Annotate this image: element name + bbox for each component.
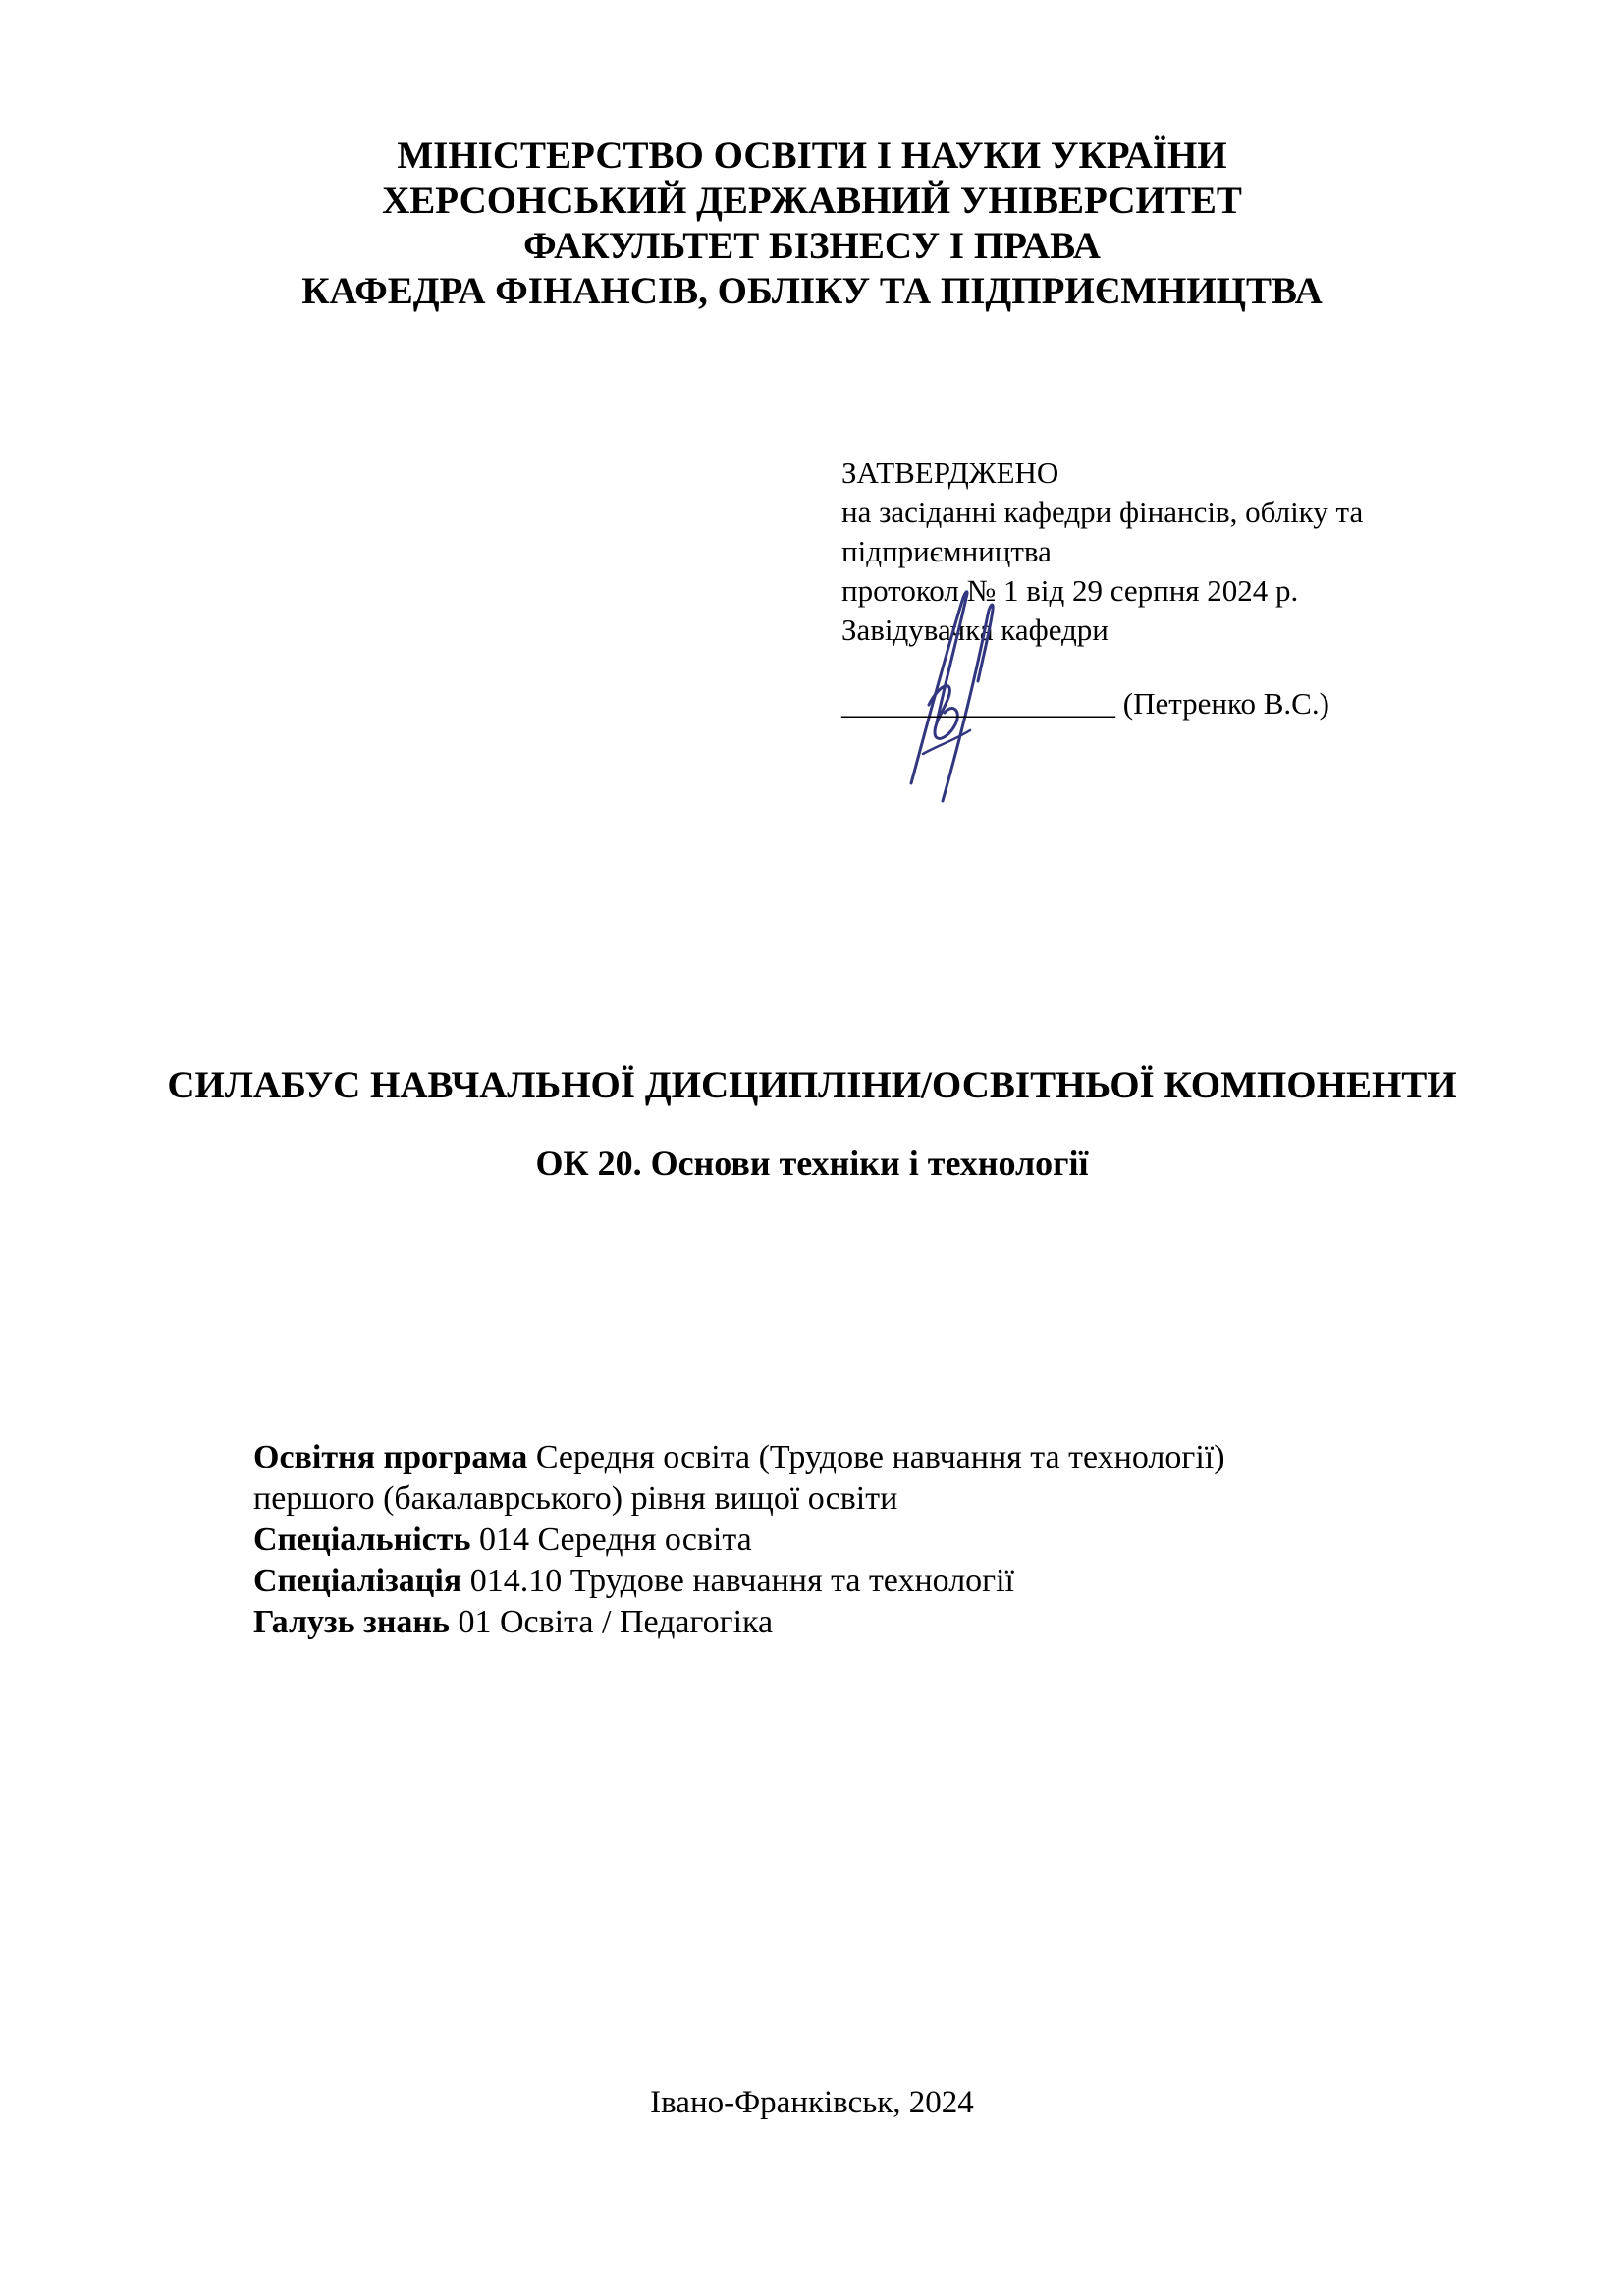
- city-year: Івано-Франківськ, 2024: [650, 2085, 974, 2120]
- program-line-edu-program: [253, 1437, 1225, 1478]
- header-line-department: КАФЕДРА ФІНАНСІВ, ОБЛІКУ ТА ПІДПРИЄМНИЦТВА: [301, 270, 1323, 312]
- program-value: Середня освіта (Трудове навчання та технології): [527, 1439, 1225, 1475]
- program-line-specialization: [253, 1561, 1225, 1602]
- header-line-ministry: МІНІСТЕРСТВО ОСВІТИ І НАУКИ УКРАЇНИ: [397, 134, 1227, 177]
- program-value: 014 Середня освіта: [470, 1522, 752, 1558]
- header-line-faculty: ФАКУЛЬТЕТ БІЗНЕСУ І ПРАВА: [523, 225, 1101, 267]
- program-info-block: [253, 1437, 1225, 1643]
- program-label: Освітня програма: [253, 1439, 528, 1475]
- program-label: Спеціалізація: [253, 1563, 462, 1599]
- program-value: першого (бакалаврського) рівня вищої освіти: [253, 1480, 898, 1517]
- program-label: Спеціальність: [253, 1522, 471, 1558]
- approval-block: [841, 454, 1363, 650]
- approval-meeting-line-cont: підприємництва: [841, 534, 1052, 568]
- signature-line: [841, 684, 1329, 723]
- program-value: 014.10 Трудове навчання та технології: [461, 1563, 1014, 1599]
- course-title: ОК 20. Основи техніки і технології: [535, 1144, 1089, 1183]
- document-title: СИЛАБУС НАВЧАЛЬНОЇ ДИСЦИПЛІНИ/ОСВІТНЬОЇ КОМПОНЕНТИ: [167, 1064, 1457, 1106]
- program-line-edu-program-cont: [253, 1478, 1225, 1520]
- approval-stamp-word: ЗАТВЕРДЖЕНО: [841, 455, 1059, 490]
- approval-protocol-line: протокол № 1 від 29 серпня 2024 р.: [841, 573, 1299, 608]
- program-line-field-of-knowledge: [253, 1602, 1225, 1643]
- signature-blank: __________________: [841, 686, 1115, 721]
- program-label: Галузь знань: [253, 1604, 450, 1640]
- signature-stroke: [923, 730, 970, 754]
- program-value: 01 Освіта / Педагогіка: [449, 1604, 774, 1640]
- approval-meeting-line: на засіданні кафедри фінансів, обліку та: [841, 495, 1364, 529]
- program-line-specialty: [253, 1520, 1225, 1561]
- approval-head-title: Завідувачка кафедри: [841, 613, 1109, 647]
- signature-name: (Петренко В.С.): [1115, 686, 1329, 721]
- university-header: [0, 133, 1624, 314]
- header-line-university: ХЕРСОНСЬКИЙ ДЕРЖАВНИЙ УНІВЕРСИТЕТ: [382, 180, 1242, 222]
